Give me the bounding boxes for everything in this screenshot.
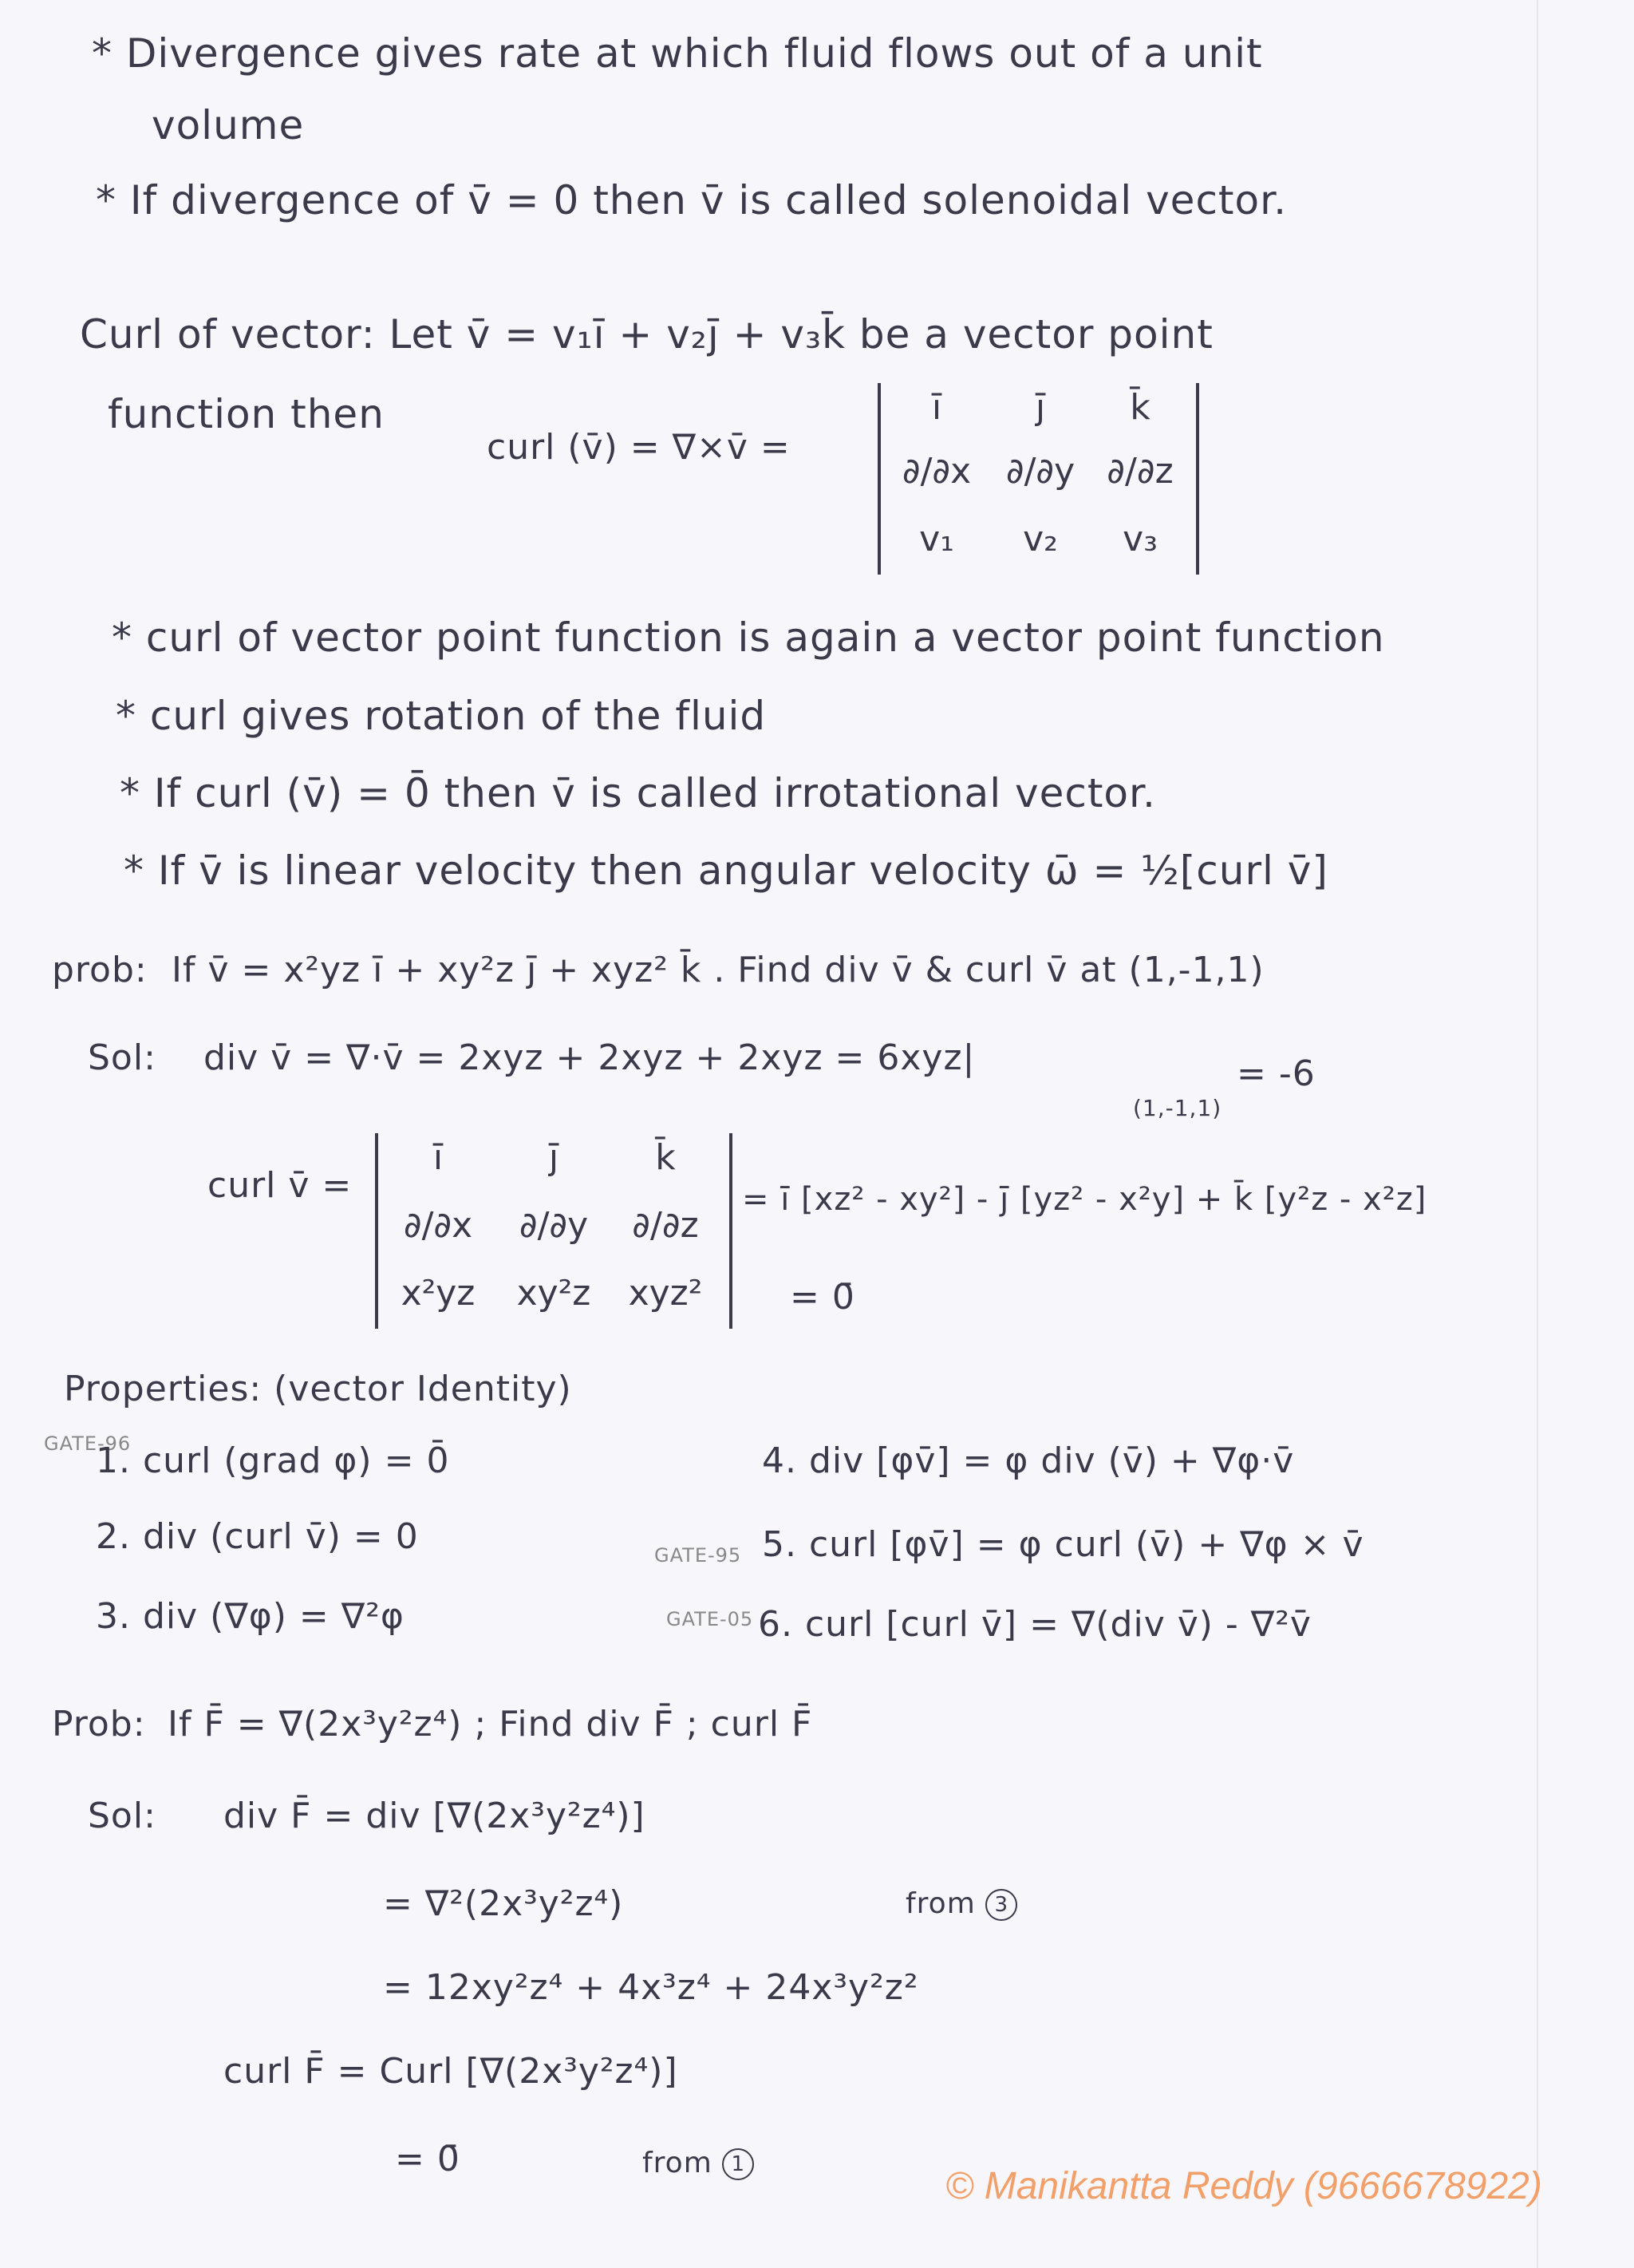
det-cell: v₃ <box>1123 519 1158 559</box>
curl-note-2: * curl gives rotation of the fluid <box>116 693 767 739</box>
det-cell: v₁ <box>919 519 954 559</box>
note-divergence: * Divergence gives rate at which fluid flows out of a unit <box>92 30 1263 77</box>
from-label: from <box>906 1887 976 1920</box>
curl-note-1: * curl of vector point function is again a vector point function <box>112 614 1385 661</box>
property-2: 2. div (curl v̄) = 0 <box>96 1516 419 1557</box>
properties-title: Properties: (vector Identity) <box>64 1369 572 1409</box>
note-divergence-cont: volume <box>152 102 305 148</box>
gate-tag: GATE-05 <box>666 1608 754 1630</box>
curl-determinant <box>878 383 1199 575</box>
gate-tag: GATE-96 <box>44 1432 132 1455</box>
curl-lhs: curl (v̄) = ∇×v̄ = <box>487 427 791 468</box>
prob1-sol-label: Sol: <box>88 1037 156 1078</box>
prob1-div-result: = -6 <box>1237 1053 1316 1094</box>
det-cell: j̄ <box>1035 387 1046 428</box>
ref-circle: 1 <box>722 2148 754 2180</box>
prob1-div-line: div v̄ = ∇·v̄ = 2xyz + 2xyz + 2xyz = 6xyz| <box>203 1037 976 1078</box>
prob1-curl-result: = 0̄ <box>790 1277 855 1318</box>
prob1-statement: If v̄ = x²yz ī + xy²z j̄ + xyz² k̄ . Find div v̄ & curl v̄ at (1,-1,1) <box>172 950 1265 990</box>
det-cell: k̄ <box>1130 387 1151 428</box>
det-cell: ∂/∂z <box>632 1205 699 1246</box>
prob2-ref-1 <box>642 2147 754 2180</box>
prob2-label: Prob: <box>52 1704 146 1744</box>
prob1-curl-lhs: curl v̄ = <box>207 1165 353 1206</box>
det-cell: ∂/∂x <box>403 1205 473 1246</box>
det-cell: ∂/∂z <box>1107 451 1174 492</box>
prob2-ref-3 <box>906 1887 1017 1921</box>
prob2-sol-label: Sol: <box>88 1796 156 1836</box>
prob1-curl-expansion: = ī [xz² - xy²] - j̄ [yz² - x²y] + k̄ [y²z - x²z] <box>742 1181 1427 1218</box>
note-solenoidal: * If divergence of v̄ = 0 then v̄ is called solenoidal vector. <box>96 177 1287 223</box>
prob2-curl-line: curl F̄ = Curl [∇(2x³y²z⁴)] <box>223 2051 678 2092</box>
det-cell: v₂ <box>1023 519 1058 559</box>
prob2-div-result: = 12xy²z⁴ + 4x³z⁴ + 24x³y²z² <box>383 1967 919 2008</box>
det-cell: ī <box>432 1137 444 1178</box>
curl-note-4: * If v̄ is linear velocity then angular velocity ω̄ = ½[curl v̄] <box>124 848 1328 894</box>
curl-note-3: * If curl (v̄) = 0̄ then v̄ is called irrotational vector. <box>120 770 1156 816</box>
gate-tag: GATE-95 <box>654 1544 742 1567</box>
det-cell: ∂/∂y <box>519 1205 589 1246</box>
ref-circle: 3 <box>985 1889 1017 1921</box>
property-5: 5. curl [φv̄] = φ curl (v̄) + ∇φ × v̄ <box>762 1524 1364 1565</box>
curl-definition: Curl of vector: Let v̄ = v₁ī + v₂j̄ + v₃k̄ be a vector point <box>80 311 1214 358</box>
prob2-laplacian-line: = ∇²(2x³y²z⁴) <box>383 1883 624 1924</box>
margin-line <box>1537 0 1538 2268</box>
det-cell: j̄ <box>548 1137 559 1178</box>
det-cell: x²yz <box>401 1273 476 1314</box>
prob2-curl-result: = 0̄ <box>395 2139 460 2179</box>
copyright-watermark: © Manikantta Reddy (9666678922) <box>945 2165 1542 2207</box>
from-label: from <box>642 2147 712 2179</box>
prob2-div-line: div F̄ = div [∇(2x³y²z⁴)] <box>223 1796 645 1836</box>
prob1-curl-determinant <box>375 1133 732 1329</box>
prob1-label: prob: <box>52 950 148 990</box>
curl-definition-cont: function then <box>108 391 385 437</box>
det-cell: ∂/∂y <box>1005 451 1076 492</box>
det-cell: k̄ <box>655 1137 676 1178</box>
det-cell: xyz² <box>628 1273 703 1314</box>
det-cell: ∂/∂x <box>902 451 972 492</box>
det-cell: ī <box>931 387 942 428</box>
property-6: 6. curl [curl v̄] = ∇(div v̄) - ∇²v̄ <box>758 1604 1312 1645</box>
property-4: 4. div [φv̄] = φ div (v̄) + ∇φ·v̄ <box>762 1440 1295 1481</box>
property-3: 3. div (∇φ) = ∇²φ <box>96 1596 405 1637</box>
property-1: 1. curl (grad φ) = 0̄ <box>96 1440 450 1481</box>
prob2-statement: If F̄ = ∇(2x³y²z⁴) ; Find div F̄ ; curl F̄ <box>168 1704 813 1744</box>
det-cell: xy²z <box>516 1273 591 1314</box>
prob1-div-sub: (1,-1,1) <box>1133 1095 1222 1121</box>
